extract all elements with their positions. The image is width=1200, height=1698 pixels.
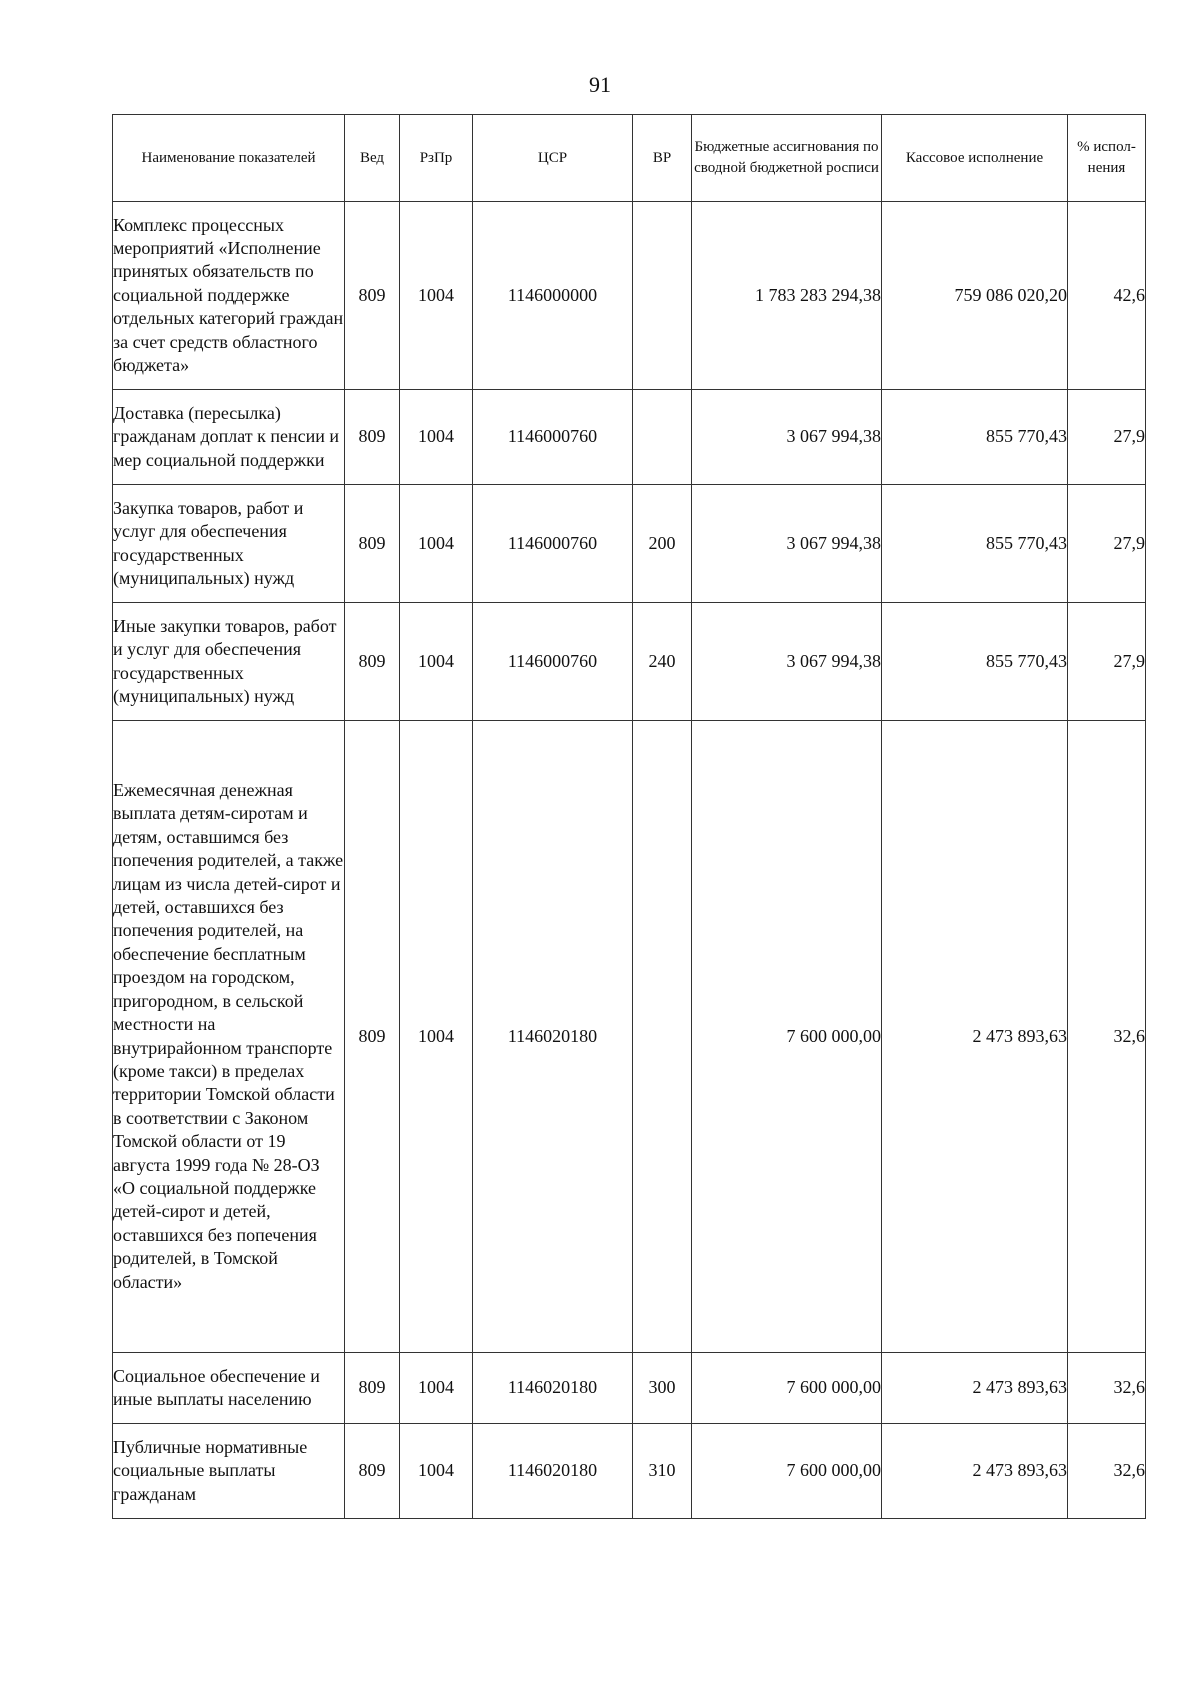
- cell-rzpr: 1004: [400, 390, 473, 485]
- cell-vr: [633, 390, 692, 485]
- cell-csr: 1146000760: [473, 390, 633, 485]
- header-percent: % испол-нения: [1068, 115, 1146, 202]
- cell-percent: 32,6: [1068, 721, 1146, 1353]
- header-budget: Бюджетные ассигнования по сводной бюджетной росписи: [692, 115, 882, 202]
- cell-name: Закупка товаров, работ и услуг для обеспечения государственных (муниципальных) нужд: [113, 485, 345, 603]
- cell-rzpr: 1004: [400, 603, 473, 721]
- cell-name: Иные закупки товаров, работ и услуг для обеспечения государственных (муниципальных) нужд: [113, 603, 345, 721]
- cell-cash: 2 473 893,63: [882, 1353, 1068, 1424]
- cell-percent: 27,9: [1068, 485, 1146, 603]
- cell-csr: 1146020180: [473, 1424, 633, 1519]
- cell-vr: [633, 202, 692, 390]
- cell-rzpr: 1004: [400, 1353, 473, 1424]
- cell-budget: 7 600 000,00: [692, 1353, 882, 1424]
- cell-rzpr: 1004: [400, 1424, 473, 1519]
- table-row: [113, 721, 1146, 1353]
- cell-percent: 27,9: [1068, 390, 1146, 485]
- cell-vr: 240: [633, 603, 692, 721]
- cell-csr: 1146020180: [473, 721, 633, 1353]
- cell-csr: 1146000760: [473, 485, 633, 603]
- header-vr: ВР: [633, 115, 692, 202]
- cell-name: Ежемесячная денежная выплата детям-сиротам и детям, оставшимся без попечения родителей, а также лицам из числа детей-сирот и детей, оставшихся без попечения родителей, на обеспечение бесплатным проездом на городском, пригородном, в сельской местности на внутрирайонном транспорте (кроме такси) в пределах территории Томской области в соответствии с Законом Томской области от 19 августа 1999 года № 28-ОЗ «О социальной поддержке детей-сирот и детей, оставшихся без попечения родителей, в Томской области»: [113, 721, 345, 1353]
- cell-cash: 855 770,43: [882, 485, 1068, 603]
- cell-vr: 310: [633, 1424, 692, 1519]
- header-rzpr: РзПр: [400, 115, 473, 202]
- cell-name: Комплекс процессных мероприятий «Исполнение принятых обязательств по социальной поддержке отдельных категорий граждан за счет средств областного бюджета»: [113, 202, 345, 390]
- cell-budget: 3 067 994,38: [692, 603, 882, 721]
- table-row: [113, 603, 1146, 721]
- page-number: 91: [589, 72, 611, 97]
- table-row: [113, 1353, 1146, 1424]
- cell-rzpr: 1004: [400, 485, 473, 603]
- cell-ved: 809: [345, 485, 400, 603]
- cell-percent: 42,6: [1068, 202, 1146, 390]
- cell-ved: 809: [345, 603, 400, 721]
- cell-percent: 32,6: [1068, 1353, 1146, 1424]
- cell-budget: 7 600 000,00: [692, 1424, 882, 1519]
- cell-rzpr: 1004: [400, 202, 473, 390]
- cell-csr: 1146000000: [473, 202, 633, 390]
- cell-budget: 3 067 994,38: [692, 485, 882, 603]
- cell-ved: 809: [345, 721, 400, 1353]
- cell-name: Социальное обеспечение и иные выплаты населению: [113, 1353, 345, 1424]
- cell-name: Доставка (пересылка) гражданам доплат к пенсии и мер социальной поддержки: [113, 390, 345, 485]
- cell-ved: 809: [345, 1353, 400, 1424]
- budget-execution-table: [112, 114, 1146, 1519]
- header-cash: Кассовое исполнение: [882, 115, 1068, 202]
- cell-vr: 300: [633, 1353, 692, 1424]
- cell-vr: [633, 721, 692, 1353]
- cell-budget: 1 783 283 294,38: [692, 202, 882, 390]
- table-row: [113, 485, 1146, 603]
- cell-cash: 759 086 020,20: [882, 202, 1068, 390]
- cell-name: Публичные нормативные социальные выплаты гражданам: [113, 1424, 345, 1519]
- cell-percent: 32,6: [1068, 1424, 1146, 1519]
- header-ved: Вед: [345, 115, 400, 202]
- table-header-row: [113, 115, 1146, 202]
- cell-cash: 2 473 893,63: [882, 1424, 1068, 1519]
- table-row: [113, 390, 1146, 485]
- cell-rzpr: 1004: [400, 721, 473, 1353]
- cell-budget: 3 067 994,38: [692, 390, 882, 485]
- cell-ved: 809: [345, 390, 400, 485]
- cell-cash: 855 770,43: [882, 390, 1068, 485]
- cell-budget: 7 600 000,00: [692, 721, 882, 1353]
- cell-csr: 1146020180: [473, 1353, 633, 1424]
- cell-percent: 27,9: [1068, 603, 1146, 721]
- cell-vr: 200: [633, 485, 692, 603]
- header-name: Наименование показателей: [113, 115, 345, 202]
- table-row: [113, 1424, 1146, 1519]
- cell-cash: 2 473 893,63: [882, 721, 1068, 1353]
- cell-ved: 809: [345, 202, 400, 390]
- header-csr: ЦСР: [473, 115, 633, 202]
- cell-csr: 1146000760: [473, 603, 633, 721]
- cell-cash: 855 770,43: [882, 603, 1068, 721]
- cell-ved: 809: [345, 1424, 400, 1519]
- table-row: [113, 202, 1146, 390]
